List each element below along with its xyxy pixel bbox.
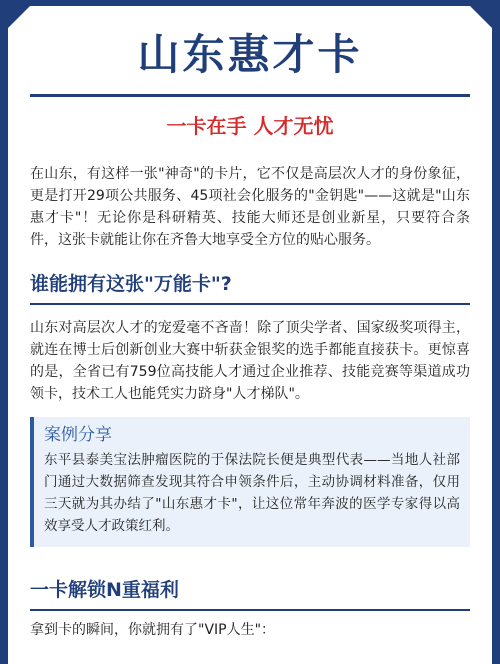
section-divider	[30, 609, 470, 611]
intro-paragraph: 在山东，有这样一张"神奇"的卡片，它不仅是高层次人才的身份象征，更是打开29项公共服务、45项社会化服务的"金钥匙"——这就是"山东惠才卡"！无论你是科研精英、技能大师还是创业新星，只要符合条件，这张卡就能让你在齐鲁大地享受全方位的贴心服务。	[30, 166, 470, 248]
section-heading-benefits: 一卡解锁N重福利	[30, 579, 179, 601]
frame-corner-top-right	[470, 6, 492, 28]
case-title: 案例分享	[44, 425, 112, 445]
frame-right-bar	[492, 0, 500, 664]
title-divider	[30, 94, 470, 97]
case-box	[30, 417, 470, 547]
section-divider	[30, 303, 470, 305]
page-title: 山东惠才卡	[137, 30, 363, 79]
case-text: 东平县泰美宝法肿瘤医院的于保法院长便是典型代表——当地人社部门通过大数据筛查发现其符合申领条件后，主动协调材料准备，仅用三天就为其办结了"山东惠才卡"，让这位常年奔波的医学专家得以高效享受人才政策红利。	[44, 452, 460, 534]
frame-corner-top-left	[8, 6, 30, 28]
page-subtitle: 一卡在手 人才无忧	[166, 114, 334, 138]
frame-left-bar	[0, 0, 8, 664]
article	[30, 0, 470, 641]
benefits-paragraph: 拿到卡的瞬间，你就拥有了"VIP人生"：	[30, 622, 276, 638]
section-heading-eligibility: 谁能拥有这张"万能卡"?	[30, 273, 232, 295]
eligibility-paragraph: 山东对高层次人才的宠爱毫不吝啬！除了顶尖学者、国家级奖项得主，就连在博士后创新创业大赛中斩获金银奖的选手都能直接获卡。更惊喜的是，全省已有759位高技能人才通过企业推荐、技能竞赛等渠道成功领卡，技术工人也能凭实力跻身"人才梯队"。	[30, 320, 470, 402]
